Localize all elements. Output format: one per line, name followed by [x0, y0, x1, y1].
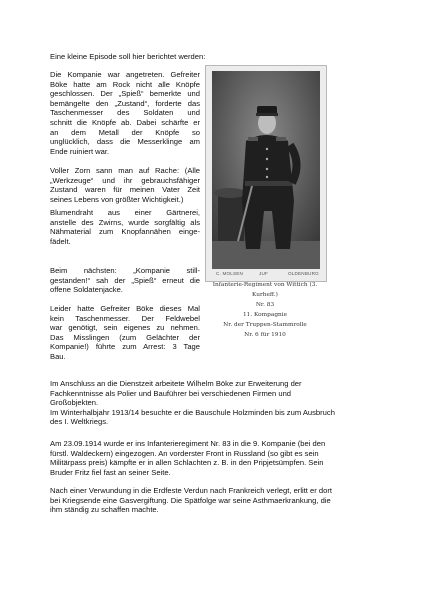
stamp-line: Nr. der Truppen-Stammrolle	[223, 322, 307, 328]
text-line: anstelle des Zwirns, wurde sorgfältig als	[50, 217, 200, 227]
episode-paragraph-5	[50, 304, 200, 362]
text-line: Fachkenntnisse als Polier und Bauführer bei verschiedenen Firmen und	[50, 388, 292, 398]
career-paragraph	[50, 379, 375, 427]
text-line: unglücklich, dass die Messerklinge am	[50, 137, 200, 147]
text-line: Militärpass preis) kämpfte er in allen Schlachten z. B. in den Pripjetsümpfen. Sein	[50, 458, 324, 468]
episode-paragraph-2	[50, 166, 200, 204]
verdun-paragraph	[50, 486, 375, 515]
text-line: Beim nächsten: „Kompanie still-	[50, 266, 200, 275]
text-line: des I. Weltkriegs.	[50, 417, 109, 427]
episode-paragraph-4	[50, 266, 200, 295]
text-line: bemängelte den „Zustand“, forderte das	[50, 98, 200, 108]
regiment-stamp	[205, 280, 325, 340]
intro-line: Eine kleine Episode soll hier berichtet werden:	[50, 52, 206, 61]
episode-paragraph-1	[50, 70, 200, 156]
text-line: geschlossen. Der „Spieß“ bemerkte und	[50, 89, 200, 99]
text-line: Nähmaterial zum Knopfannähen einge-	[50, 227, 200, 237]
text-line: fädelt.	[50, 236, 71, 246]
text-line: Die Kompanie war angetreten. Gefreiter	[50, 70, 200, 79]
stamp-line: Nr. 6 für 1910	[244, 332, 286, 338]
text-line: Am 23.09.1914 wurde er ins Infanterieregiment Nr. 83 in die 9. Kompanie (bei den	[50, 439, 326, 448]
text-line: Taschenmesser des Soldaten und	[50, 108, 200, 118]
text-line: Bau.	[50, 351, 66, 361]
stamp-line: 11. Kompagnie	[242, 312, 288, 318]
soldier-photograph	[205, 65, 327, 282]
text-line: Blumendraht aus einer Gärtnerei,	[50, 208, 200, 217]
text-line: ihm ständig zu schaffen machte.	[50, 505, 159, 515]
text-line: Das Misslingen (zum Gelächter der	[50, 332, 200, 342]
stamp-line: Nr. 83	[255, 302, 275, 308]
text-line: offene Soldatenjacke.	[50, 285, 123, 295]
text-line: Bruder Fritz fiel fast an seiner Seite.	[50, 467, 171, 477]
text-line: Kompanie!) führte zum Arrest: 3 Tage	[50, 342, 200, 352]
text-line: kein Taschenmesser. Der Feldwebel	[50, 313, 200, 323]
text-line: Zustand waren für meinen Vater Zeit	[50, 185, 200, 195]
studio-label-mid: JUF	[259, 271, 269, 276]
text-line: schnitt die Knöpfe ab. Dabei schärfte er	[50, 117, 200, 127]
text-line: seines Lebens von größter Wichtigkeit.)	[50, 194, 184, 204]
studio-label-right: OLDENBURG	[288, 271, 319, 276]
text-line: Leider hatte Gefreiter Böke dieses Mal	[50, 304, 200, 313]
text-line: Im Winterhalbjahr 1913/14 besuchte er die Bauschule Holzminden bis zum Ausbruch	[50, 407, 335, 417]
war-paragraph	[50, 439, 375, 477]
text-line: „Werkzeuge“ und ihr gebrauchsfähiger	[50, 175, 200, 185]
text-line: gestanden!“ sah der „Spieß“ erneut die	[50, 275, 200, 285]
text-line: war genötigt, sein eigenes zu nehmen.	[50, 323, 200, 333]
studio-label-left: C. MOLSEN	[216, 271, 244, 276]
text-line: bei Kriegsende eine Gasvergiftung. Die Spätfolge war seine Asthmaerkrankung, die	[50, 495, 331, 505]
text-line: Großobjekten.	[50, 398, 99, 408]
text-line: Im Anschluss an die Dienstzeit arbeitete Wilhelm Böke zur Erweiterung der	[50, 379, 302, 388]
text-line: Nach einer Verwundung in die Erdfeste Verdun nach Frankreich verlegt, erlitt er dort	[50, 486, 332, 495]
soldier-figure-illustration	[212, 71, 320, 269]
stamp-line: Infanterie-Regiment von Wittich (3. Kurheff.)	[212, 282, 318, 298]
text-line: Ende ruiniert war.	[50, 146, 110, 156]
photo-image	[212, 71, 320, 269]
text-line: Voller Zorn sann man auf Rache: (Alle	[50, 166, 200, 175]
episode-paragraph-3	[50, 208, 200, 246]
text-line: fürstl. Waldeckern) eingezogen. An vorderster Front in Russland (so gibt es sein	[50, 448, 319, 458]
text-line: an dem Metall der Knöpfe so	[50, 127, 200, 137]
text-line: Böke hatte am Rock nicht alle Knöpfe	[50, 79, 200, 89]
